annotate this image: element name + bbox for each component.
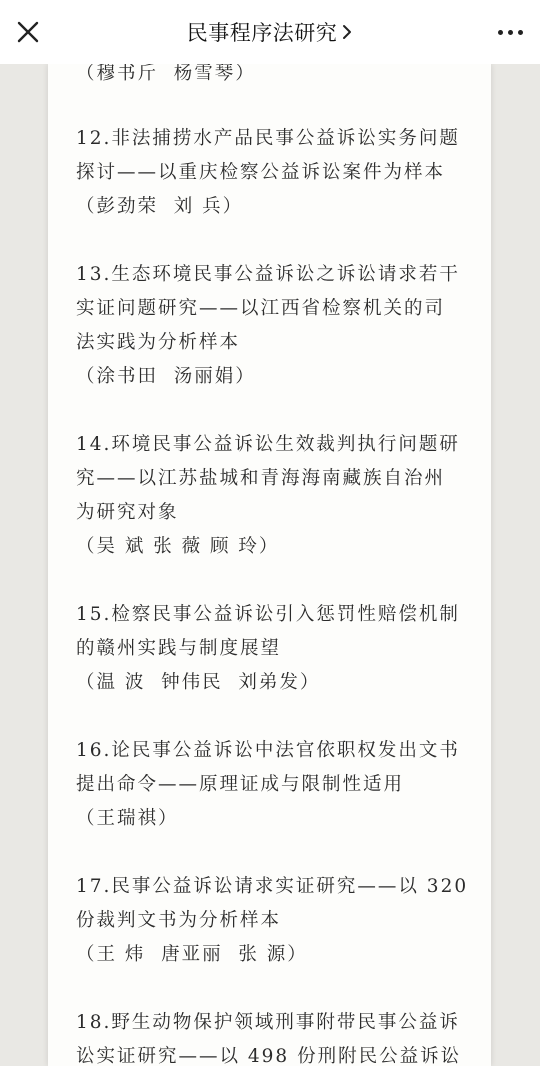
more-dots-icon xyxy=(498,30,503,35)
entry-title-line: 份裁判文书为分析样本 xyxy=(76,910,282,931)
entry-title-line: 提出命令——原理证成与限制性适用 xyxy=(76,774,405,795)
entry-authors: （王瑞祺） xyxy=(76,808,179,829)
more-options-button[interactable] xyxy=(492,18,528,46)
entry-title-line: 17.民事公益诉讼请求实证研究——以 320 xyxy=(76,876,469,897)
entry-title-line: 为研究对象 xyxy=(76,502,179,523)
entry-authors: （穆书斤 杨雪琴） xyxy=(76,64,256,84)
entry-title-line: 究——以江苏盐城和青海海南藏族自治州 xyxy=(76,468,446,489)
list-item xyxy=(76,428,486,564)
entry-title-line: 12.非法捕捞水产品民事公益诉讼实务问题 xyxy=(76,128,460,149)
entry-title-line: 实证问题研究——以江西省检察机关的司 xyxy=(76,298,446,319)
entry-authors: （王 炜 唐亚丽 张 源） xyxy=(76,944,308,965)
entry-title-line: 16.论民事公益诉讼中法官依职权发出文书 xyxy=(76,740,460,761)
list-item xyxy=(76,122,486,224)
entry-title-line: 13.生态环境民事公益诉讼之诉讼请求若干 xyxy=(76,264,460,285)
entry-authors: （温 波 钟伟民 刘弟发） xyxy=(76,672,321,693)
page-title: 民事程序法研究 xyxy=(186,21,338,45)
list-item xyxy=(76,734,486,836)
entry-authors: （吴 斌 张 薇 顾 玲） xyxy=(76,536,280,557)
entry-authors: （彭劲荣 刘 兵） xyxy=(76,196,244,217)
account-title-link[interactable] xyxy=(0,0,540,64)
entry-title-line: 法实践为分析样本 xyxy=(76,332,241,353)
entry-title-line: 讼实证研究——以 498 份刑附民公益诉讼 xyxy=(76,1046,462,1066)
entry-title-line: 15.检察民事公益诉讼引入惩罚性赔偿机制 xyxy=(76,604,460,625)
entry-title-line: 14.环境民事公益诉讼生效裁判执行问题研 xyxy=(76,434,460,455)
article-content xyxy=(48,64,491,1066)
entry-title-line: 的赣州实践与制度展望 xyxy=(76,638,282,659)
top-navigation-bar xyxy=(0,0,540,64)
partial-entry xyxy=(76,64,486,91)
list-item xyxy=(76,1006,486,1066)
chevron-right-icon xyxy=(341,23,353,41)
list-item xyxy=(76,598,486,700)
list-item xyxy=(76,258,486,394)
entry-title-line: 探讨——以重庆检察公益诉讼案件为样本 xyxy=(76,162,446,183)
entry-authors: （涂书田 汤丽娟） xyxy=(76,366,256,387)
list-item xyxy=(76,870,486,972)
entry-title-line: 18.野生动物保护领域刑事附带民事公益诉 xyxy=(76,1012,460,1033)
